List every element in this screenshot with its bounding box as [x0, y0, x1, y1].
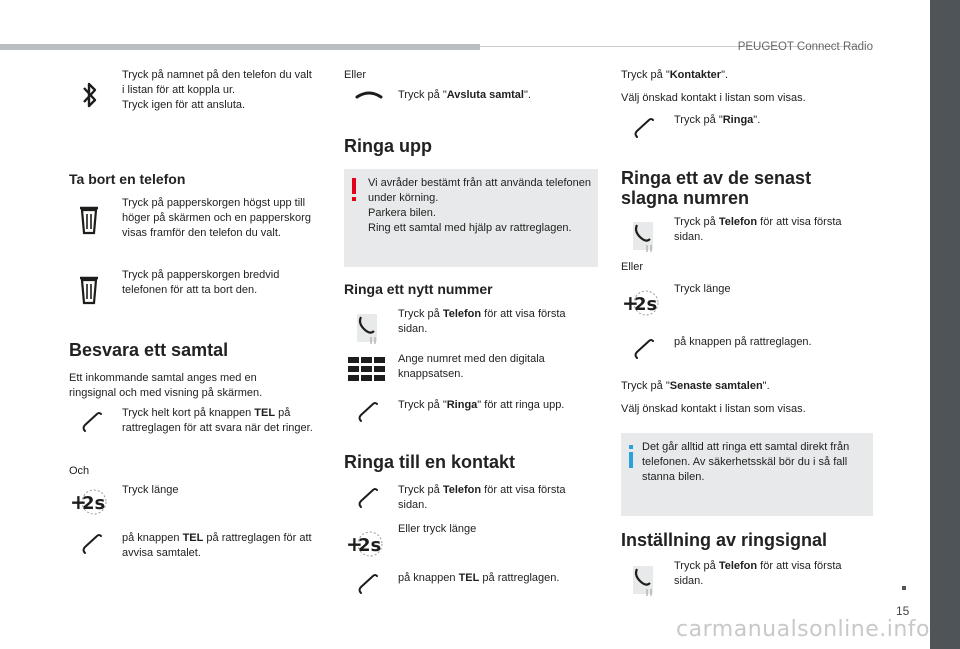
contacts-step [621, 68, 728, 83]
contact-step3-key: TEL [458, 572, 480, 584]
contact-step1-pre: Tryck på [398, 484, 443, 496]
new-step2: Ange numret med den digitala knappsatsen. [398, 353, 545, 380]
phone-handset-icon [80, 410, 104, 434]
page-number: 15 [896, 604, 910, 618]
recent-heading-line2: slagna numren [621, 188, 750, 208]
watermark: carmanualsonline.info [676, 617, 930, 642]
recent-calls-post: ". [762, 380, 770, 392]
header-title: PEUGEOT Connect Radio [737, 41, 873, 53]
header-bar [0, 44, 480, 50]
ringtone-step [674, 559, 864, 589]
svg-text:2s: 2s [634, 294, 658, 315]
contact-heading: Ringa till en kontakt [344, 452, 516, 472]
page-edge-strip [930, 0, 960, 649]
ringtone-step-key: Telefon [718, 560, 758, 572]
long-press-2s-icon [344, 530, 388, 558]
answer-step1-pre: Tryck helt kort på knappen [122, 407, 255, 419]
new-step3 [398, 398, 564, 413]
remove-step2: Tryck på papperskorgen bredvid telefonen för att ta bort den. [122, 269, 280, 296]
long-press-text: Tryck länge [122, 484, 179, 496]
new-step3-post: " för att ringa upp. [477, 399, 565, 411]
answer-intro: Ett inkommande samtal anges med en ringsignal och med visning på skärmen. [69, 372, 263, 399]
contact-step1-post: för att visa första sidan. [398, 484, 566, 511]
info-box [621, 433, 873, 516]
phone-handset-icon [356, 572, 380, 596]
svg-text:2s: 2s [358, 535, 382, 556]
bluetooth-text-line1: Tryck på namnet på den telefon du valt i listan för att koppla ur. [122, 69, 312, 96]
new-step1-post: för att visa första sidan. [398, 308, 566, 335]
keypad-icon [348, 357, 386, 385]
remove-step1: Tryck på papperskorgen högst upp till höger på skärmen och en papperskorg visas framför den telefon du valt. [122, 197, 311, 239]
recent-calls-step [621, 379, 770, 394]
answer-call-heading: Besvara ett samtal [69, 340, 229, 360]
och-label: Och [69, 465, 90, 477]
recent-step1-post: för att visa första sidan. [674, 216, 842, 243]
warning-icon [352, 178, 356, 202]
recent-step1 [674, 215, 864, 245]
contact-step1-key: Telefon [442, 484, 482, 496]
answer-step1-key: TEL [254, 407, 276, 419]
answer-step2 [122, 531, 317, 561]
contact-step2: Eller tryck länge [398, 523, 477, 535]
choose-contact-2: Välj önskad kontakt i listan som visas. [621, 403, 806, 415]
warning-line1: Vi avråder bestämt från att använda telefonen under körning. [368, 177, 591, 204]
warning-line3: Ring ett samtal med hjälp av rattreglagen. [368, 222, 572, 234]
end-call-text [398, 88, 531, 103]
ringtone-step-post: för att visa första sidan. [674, 560, 842, 587]
recent-step1-pre: Tryck på [674, 216, 719, 228]
phone-handset-icon [356, 400, 380, 424]
eller-label: Eller [621, 261, 644, 273]
trash-icon [78, 205, 100, 235]
long-press-2s-icon [68, 488, 112, 516]
svg-text:+: + [70, 490, 87, 514]
ring-key: Ringa [722, 114, 754, 126]
phone-page-icon [632, 563, 654, 597]
info-icon [629, 445, 633, 469]
contact-step1 [398, 483, 588, 513]
phone-handset-icon [356, 486, 380, 510]
recent-step1-key: Telefon [718, 216, 758, 228]
phone-handset-icon [632, 116, 656, 140]
phone-handset-icon [80, 532, 104, 556]
recent-calls-pre: Tryck på " [621, 380, 670, 392]
ring-step [674, 113, 760, 128]
contacts-key: Kontakter [669, 69, 722, 81]
new-step3-key: Ringa [446, 399, 478, 411]
svg-text:+: + [622, 291, 639, 315]
answer-step2-pre: på knappen [122, 532, 183, 544]
phone-page-icon [356, 311, 378, 345]
phone-page-icon [632, 219, 654, 253]
long-press-2s-icon [620, 289, 664, 317]
new-step1-pre: Tryck på [398, 308, 443, 320]
recent-heading-line1: Ringa ett av de senast [621, 168, 812, 188]
contact-step3 [398, 571, 559, 586]
answer-step2-post: på rattreglagen för att avvisa samtalet. [122, 532, 312, 559]
warning-box [344, 169, 598, 267]
info-text: Det går alltid att ringa ett samtal direkt från telefonen. Av säkerhetsskäl bör du i så fall stanna bilen. [642, 441, 850, 483]
answer-step2-key: TEL [182, 532, 204, 544]
warning-text [368, 176, 593, 236]
svg-text:2s: 2s [82, 493, 106, 514]
contact-step3-pre: på knappen [398, 572, 459, 584]
recent-heading [621, 168, 861, 208]
trash-icon [78, 275, 100, 305]
answer-step1-post: på rattreglagen för att svara när det ringer. [122, 407, 313, 434]
contacts-post: ". [721, 69, 729, 81]
answer-step1 [122, 406, 317, 436]
choose-contact-1: Välj önskad kontakt i listan som visas. [621, 92, 806, 104]
svg-text:+: + [346, 532, 363, 556]
phone-handset-icon [632, 337, 656, 361]
bluetooth-icon [80, 78, 100, 112]
contact-step3-post: på rattreglagen. [479, 572, 560, 584]
bluetooth-text-line2: Tryck igen för att ansluta. [122, 99, 246, 111]
end-call-pre: Tryck på " [398, 89, 447, 101]
new-number-heading: Ringa ett nytt nummer [344, 281, 493, 297]
remove-phone-heading: Ta bort en telefon [69, 171, 186, 187]
eller-label: Eller [344, 69, 367, 81]
hang-up-icon [354, 88, 384, 102]
new-step1 [398, 307, 588, 337]
ringtone-step-pre: Tryck på [674, 560, 719, 572]
end-call-post: ". [523, 89, 531, 101]
ringtone-heading: Inställning av ringsignal [621, 530, 828, 550]
new-step3-pre: Tryck på " [398, 399, 447, 411]
warning-line2: Parkera bilen. [368, 207, 436, 219]
call-heading: Ringa upp [344, 136, 432, 156]
contacts-pre: Tryck på " [621, 69, 670, 81]
long-press-text: Tryck länge [674, 283, 731, 295]
new-step1-key: Telefon [442, 308, 482, 320]
end-call-key: Avsluta samtal [446, 89, 524, 101]
recent-step2: på knappen på rattreglagen. [674, 336, 812, 348]
bluetooth-text [122, 68, 317, 113]
ring-post: ". [753, 114, 761, 126]
ring-pre: Tryck på " [674, 114, 723, 126]
page-marker [902, 586, 906, 590]
recent-calls-key: Senaste samtalen [669, 380, 763, 392]
